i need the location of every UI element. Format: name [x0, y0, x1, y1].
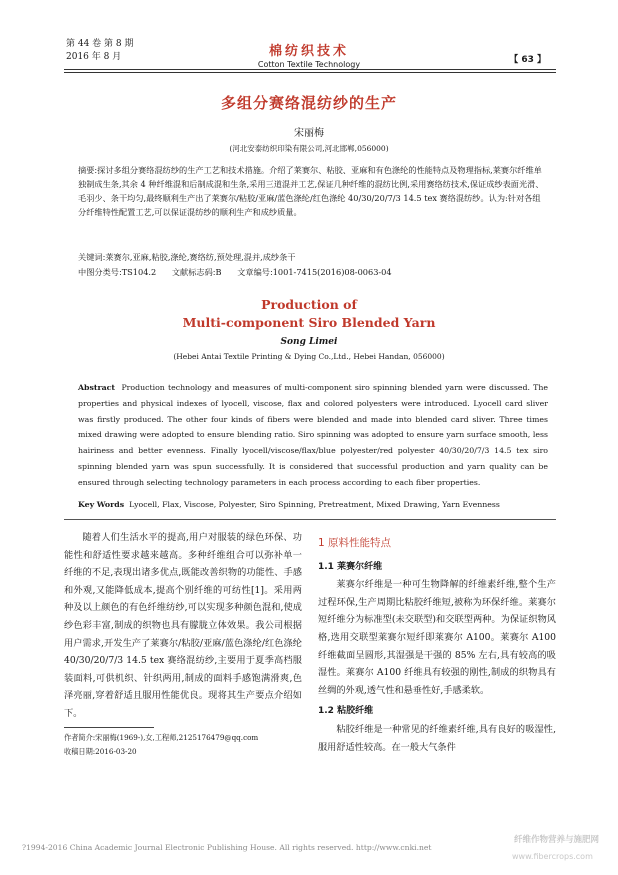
- page-number: 【 63 】: [509, 55, 546, 65]
- article-title-en: [0, 296, 618, 332]
- clc-label: 中图分类号:: [78, 267, 122, 277]
- watermark-cn: 纤维作物营养与施肥网: [514, 835, 600, 845]
- keywords-cn-label: 关键词:: [78, 252, 106, 262]
- article-no-label: 文章编号:: [237, 267, 273, 277]
- footnote-rule: [64, 727, 154, 728]
- subsection-heading-lyocell: 1.1 莱赛尔纤维: [318, 561, 383, 572]
- affiliation-en: (Hebei Antai Textile Printing & Dying Co.,Ltd., Hebei Handan, 056000): [173, 352, 445, 361]
- abstract-en: [78, 380, 548, 491]
- lyocell-paragraph: 莱赛尔纤维是一种可生物降解的纤维素纤维,整个生产过程环保,生产周期比粘胶纤维短,被称为环保纤维。莱赛尔短纤维分为标准型(未交联型)和交联型两种。为保证织物风格,选用交联型莱赛尔短纤即莱赛尔 A100。莱赛尔 A100 纤维截面呈圆形,其湿强是干强的 85% 左右,具有较高的吸湿性。莱赛尔 A100 纤维具有较强的刚性,制成的织物具有丝绸的外观,透气性和悬垂性好,手感柔软。: [318, 579, 556, 696]
- intro-paragraph: 随着人们生活水平的提高,用户对服装的绿色环保、功能性和舒适性要求越来越高。多种纤维组合可以弥补单一纤维的不足,表现出诸多优点,既能改善织物的功能性、手感和外观,又能降低成本,提高个别纤维的可纺性[1]。采用两种及以上颜色的有色纤维纺纱,可以实现多种颜色混和,使成纱色彩丰富,制成的织物也具有朦胧立体效果。我公司根据用户需求,开发生产了莱赛尔/粘胶/亚麻/蓝色涤纶/红色涤纶 40/30/20/7/3 14.5 tex 赛络混纺纱,主要用于夏季高档服装面料,可供机织、针织两用,制成的面料手感饱满滑爽,色泽亮丽,穿着舒适且服用性能优良。现将其生产要点介绍如下。: [64, 532, 302, 719]
- watermark-site: www.fibercrops.com: [512, 852, 593, 861]
- keywords-cn: [78, 250, 548, 264]
- keywords-en: [78, 500, 548, 509]
- author-en: Song Limei: [280, 337, 338, 347]
- classification-line: [78, 265, 548, 279]
- header-rule-thin: [64, 72, 556, 73]
- article-no-value: 1001-7415(2016)08-0063-04: [272, 267, 392, 277]
- subsection-heading-viscose: 1.2 粘胶纤维: [318, 706, 374, 717]
- body-left-column: [64, 529, 302, 723]
- author-intro: 作者简介:宋丽梅(1969-),女,工程师,2125176479@qq.com: [64, 733, 259, 742]
- journal-name-en: Cotton Textile Technology: [257, 60, 361, 69]
- keywords-cn-text: 莱赛尔,亚麻,粘胶,涤纶,赛络纺,预处理,混并,成纱条干: [105, 252, 296, 262]
- doc-code-label: 文献标志码:: [171, 267, 216, 277]
- abstract-cn: [78, 163, 548, 219]
- viscose-paragraph: 粘胶纤维是一种常见的纤维素纤维,具有良好的吸湿性,服用舒适性较高。在一般大气条件: [318, 723, 556, 753]
- volume-line: 第 44 卷 第 8 期: [66, 39, 134, 49]
- clc-value: TS104.2: [121, 267, 157, 277]
- affiliation-cn: (河北安泰纺织印染有限公司,河北邯郸,056000): [229, 144, 389, 153]
- body-right-column: [318, 535, 556, 756]
- abstract-en-text: Production technology and measures of multi-component siro spinning blended yarn were discussed. The properties and physical indexes of lyocell, viscose, flax and colored polyesters were introduced. Lyocell card sliver was firstly produced. The other four kinds of fibers were blended and made into blended card sliver. Three times mixed drawing were adopted to ensure blending ratio. Siro spinning was adopted to ensure yarn surface smooth, less hairiness and better evenness. Finally lyocell/viscose/flax/blue polyester/red polyester 40/30/20/7/3 14.5 tex siro spinning blended yarn was spun successfully. It is considered that successful production and yarn quality can be ensured through selecting technology parameters in each process according to each fiber properties.: [78, 383, 548, 487]
- section-heading: 1 原料性能特点: [318, 537, 392, 549]
- article-title-cn: 多组分赛络混纺纱的生产: [220, 94, 397, 112]
- keywords-en-text: Lyocell, Flax, Viscose, Polyester, Siro Spinning, Pretreatment, Mixed Drawing, Yarn Evenness: [129, 500, 500, 509]
- received-date: 收稿日期:2016-03-20: [64, 747, 137, 756]
- journal-logo: 棉纺织技术: [268, 44, 349, 59]
- footnote: [64, 731, 304, 759]
- date-line: 2016 年 8 月: [66, 52, 122, 62]
- header-rule: [64, 69, 556, 70]
- keywords-en-label: Key Words: [78, 500, 125, 509]
- author-cn: 宋丽梅: [294, 128, 324, 139]
- abstract-cn-text: 探讨多组分赛络混纺纱的生产工艺和技术措施。介绍了莱赛尔、粘胶、亚麻和有色涤纶的性能特点及物理指标,莱赛尔纤维单独制成生条,其余 4 种纤维混和后制成混和生条,采用三道混并工艺,保证几种纤维的混纺比例,采用赛络纺技术,保证成纱表面光滑、毛羽少、条干均匀,最终顺利生产出了莱赛尔/粘胶/亚麻/蓝色涤纶/红色涤纶 40/30/20/7/3 14.5 tex 赛络混纺纱。认为:针对各组分纤维特性配置工艺,可以保证混纺纱的顺利生产和成纱质量。: [78, 165, 544, 217]
- section-divider: [64, 519, 556, 520]
- abstract-en-label: Abstract: [78, 383, 116, 392]
- title-en-line1: Production of: [261, 297, 357, 312]
- doc-code-value: B: [215, 267, 222, 277]
- abstract-cn-label: 摘要:: [78, 165, 98, 175]
- copyright-footer: ?1994-2016 China Academic Journal Electronic Publishing House. All rights reserved. http://www.cnki.net: [22, 843, 432, 852]
- title-en-line2: Multi-component Siro Blended Yarn: [182, 315, 436, 330]
